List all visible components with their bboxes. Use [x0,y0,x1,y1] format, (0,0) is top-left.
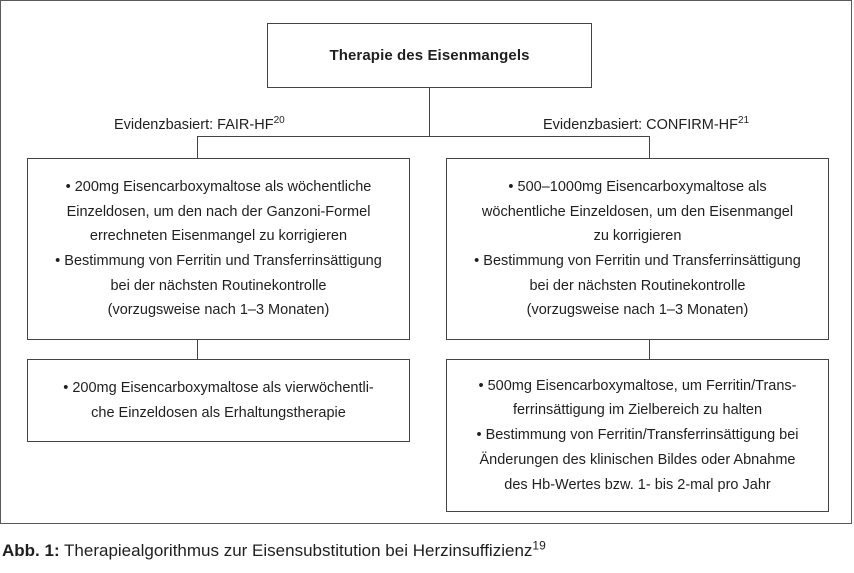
right-box1-line: zu korrigieren [593,228,682,245]
right-branch-label-ref: 21 [737,115,750,127]
left-box1-line: • 200mg Eisencarboxymaltose als wöchentliche [65,178,372,195]
caption-label: Abb. 1: [2,541,60,560]
figure-caption [2,538,546,561]
left-box2-line: • 200mg Eisencarboxymaltose als vierwöchentli- [63,379,374,396]
right-box1-line: (vorzugsweise nach 1–3 Monaten) [526,302,749,319]
right-branch-label [543,117,749,133]
right-box1-line: • 500–1000mg Eisencarboxymaltose als [508,178,767,195]
left-box1-line: • Bestimmung von Ferritin und Transferrinsättigung [55,253,382,269]
right-maintenance-box [446,359,829,512]
caption-ref: 19 [532,538,546,553]
right-branch-label-text: Evidenzbasiert: CONFIRM-HF [543,117,738,133]
right-box1-line: wöchentliche Einzeldosen, um den Eisenmangel [481,203,794,220]
left-initial-therapy-box [27,158,410,340]
caption-text: Therapiealgorithmus zur Eisensubstitution bei Herzinsuffizienz [64,541,533,560]
left-box1-line: errechneten Eisenmangel zu korrigieren [89,228,348,245]
root-box [267,23,592,88]
right-box2-line: ferrinsättigung im Zielbereich zu halten [512,402,763,419]
right-box2-line: Änderungen des klinischen Bildes oder Abnahme [479,451,796,468]
left-maintenance-box [27,359,410,442]
connector-left-down [197,136,198,159]
connector-horizontal [197,136,650,137]
right-box1-line: • Bestimmung von Ferritin und Transferrinsättigung [474,253,801,269]
right-initial-therapy-box [446,158,829,340]
left-branch-label-text: Evidenzbasiert: FAIR-HF [114,117,274,133]
left-branch-label-ref: 20 [273,115,285,127]
right-box2-line: • Bestimmung von Ferritin/Transferrinsättigung bei [476,427,799,444]
left-branch-label [114,117,285,133]
connector-root-down [429,87,430,137]
connector-left-boxes [197,339,198,360]
connector-right-down [649,136,650,159]
right-box1-line: bei der nächsten Routinekontrolle [529,277,746,294]
left-box1-line: (vorzugsweise nach 1–3 Monaten) [107,302,330,319]
right-box2-line: • 500mg Eisencarboxymaltose, um Ferritin/Trans- [478,377,797,394]
root-title: Therapie des Eisenmangels [329,47,530,64]
left-box1-line: bei der nächsten Routinekontrolle [110,277,327,294]
left-box2-line: che Einzeldosen als Erhaltungstherapie [91,404,346,421]
left-box1-line: Einzeldosen, um den nach der Ganzoni-Formel [66,203,371,220]
connector-right-boxes [649,339,650,360]
right-box2-line: des Hb-Wertes bzw. 1- bis 2-mal pro Jahr [504,476,771,493]
